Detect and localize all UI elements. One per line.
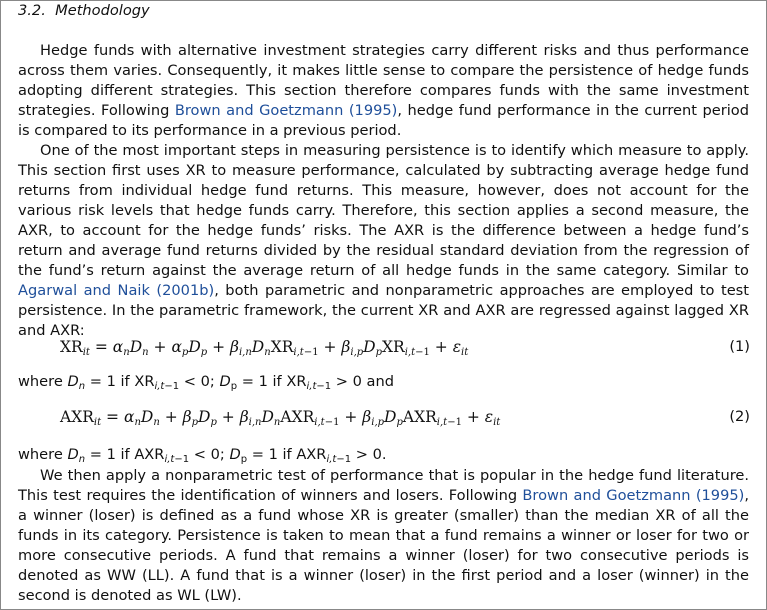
where1-c: < 0; bbox=[179, 373, 220, 390]
paragraph-3-text-b: , a winner (loser) is defined as a fund whose XR is greater (smaller) than the median XR of all the funds in its category. Persistence is taken to mean that a fund remains a winner or loser for two or more consecutive periods. A fund that remains a winner (loser) for two consecutive periods is denoted as WW (LL). A fund that is a winner (loser) in the first period and a loser (winner) in the second is denoted as WL (LW). bbox=[18, 487, 749, 604]
paragraph-2 bbox=[18, 141, 749, 341]
section-number: 3.2. bbox=[18, 2, 46, 19]
paragraph-1-text-a: Hedge funds with alternative investment strategies carry different risks and thus performance across them varies. Consequently, it makes little sense to compare the persistence of hedge funds adopting different strategies. This section therefore compares funds with the same investment strategies. Following bbox=[18, 42, 749, 119]
where1-a: where bbox=[18, 373, 68, 390]
paragraph-1-text-b: , hedge fund performance in the current period is compared to its performance in a previous period. bbox=[18, 102, 749, 139]
citation-agarwal-naik[interactable]: Agarwal and Naik (2001b) bbox=[18, 282, 215, 299]
paragraph-3 bbox=[18, 466, 749, 606]
where2-d: = 1 if AXR bbox=[247, 446, 327, 463]
citation-brown-goetzmann-2[interactable]: Brown and Goetzmann (1995) bbox=[522, 487, 745, 504]
condition-line-2: where $D_n = 1$ if $AXR_{i,t-1} < 0$; $D_p = 1$ if $AXR_{i,t-1} > 0$. bbox=[18, 446, 387, 465]
paragraph-3-text-a: We then apply a nonparametric test of performance that is popular in the hedge fund literature. This test requires the identification of winners and losers. Following bbox=[18, 467, 749, 504]
citation-brown-goetzmann[interactable]: Brown and Goetzmann (1995) bbox=[174, 102, 398, 119]
where1-b: = 1 if XR bbox=[85, 373, 155, 390]
where2-a: where bbox=[18, 446, 68, 463]
where2-c: < 0; bbox=[189, 446, 230, 463]
where1-d: = 1 if XR bbox=[237, 373, 307, 390]
equation-1-number: (1) bbox=[729, 338, 750, 355]
section-heading bbox=[18, 2, 150, 19]
paragraph-1 bbox=[18, 41, 749, 141]
condition-line-1: where $D_n = 1$ if $XR_{i,t-1} < 0$; $D_p = 1$ if $XR_{i,t-1} > 0$ and bbox=[18, 373, 395, 392]
equation-1 bbox=[60, 338, 750, 362]
paragraph-2-text-a: One of the most important steps in measuring persistence is to identify which measure to apply. This section first uses XR to measure performance, calculated by subtracting average hedge fund returns from individual hedge fund returns. This measure, however, does not account for the various risk levels that hedge funds carry. Therefore, this section applies a second measure, the AXR, to account for the hedge funds’ risks. The AXR is the difference between a hedge fund’s return and average fund returns divided by the residual standard deviation from the regression of the fund’s return against the average return of all hedge funds in the same category. Similar to bbox=[18, 142, 749, 279]
equation-2-number: (2) bbox=[729, 408, 750, 425]
equation-2 bbox=[60, 408, 750, 432]
equation-1-formula: $XR_{it} = \alpha_nD_n + \alpha_pD_p + \beta_{i,n}D_nXR_{i,t-1} + \beta_{i,p}D_pXR_{i,t-1} + \varepsilon_{it}$ bbox=[60, 338, 469, 358]
equation-2-formula: $AXR_{it} = \alpha_nD_n + \beta_pD_p + \beta_{i,n}D_nAXR_{i,t-1} + \beta_{i,p}D_pAXR_{i,t-1} + \varepsilon_{it}$ bbox=[60, 408, 501, 428]
section-title: Methodology bbox=[55, 2, 150, 19]
where1-e: > 0 and bbox=[331, 373, 395, 390]
where2-e: > 0. bbox=[351, 446, 387, 463]
where2-b: = 1 if AXR bbox=[85, 446, 165, 463]
paragraph-2-text-b: , both parametric and nonparametric approaches are employed to test persistence. In the parametric framework, the current XR and AXR are regressed against lagged XR and AXR: bbox=[18, 282, 749, 339]
